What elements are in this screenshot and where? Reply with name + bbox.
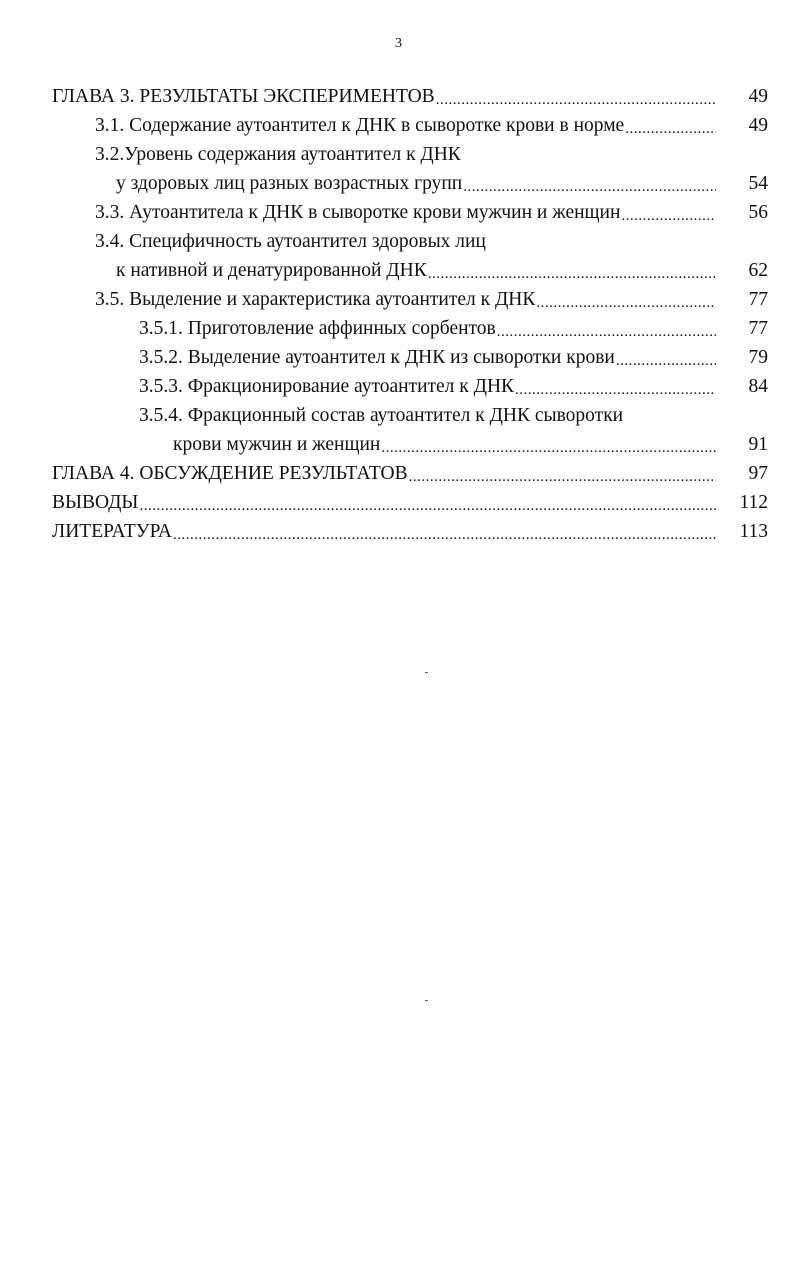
toc-entry-title: ВЫВОДЫ: [52, 492, 139, 513]
toc-entry-title: 3.1. Содержание аутоантител к ДНК в сыворотке крови в норме: [95, 115, 625, 136]
toc-entry-title: у здоровых лиц разных возрастных групп: [116, 173, 463, 194]
toc-dot-leader: [536, 285, 716, 314]
toc-entry-page: 56: [748, 202, 768, 223]
toc-entry-page: 113: [739, 521, 768, 542]
toc-entry: [52, 517, 768, 546]
toc-dot-leader: [497, 314, 716, 343]
toc-dot-leader: [463, 169, 716, 198]
toc-entry-title: крови мужчин и женщин: [173, 434, 381, 455]
scan-speck: [425, 672, 428, 673]
toc-entry: [52, 488, 768, 517]
toc-entry: [52, 169, 768, 198]
toc-entry: [52, 140, 768, 169]
toc-entry-page: 112: [739, 492, 768, 513]
toc-entry: [52, 401, 768, 430]
table-of-contents: [52, 82, 768, 546]
toc-entry-title: ГЛАВА 4. ОБСУЖДЕНИЕ РЕЗУЛЬТАТОВ: [52, 463, 408, 484]
toc-entry-title: 3.5.1. Приготовление аффинных сорбентов: [139, 318, 496, 339]
toc-entry: [52, 227, 768, 256]
toc-entry-page: 84: [748, 376, 768, 397]
toc-entry: [52, 256, 768, 285]
toc-entry-title: 3.5.4. Фракционный состав аутоантител к ДНК сыворотки: [139, 405, 624, 426]
toc-entry-title: ГЛАВА 3. РЕЗУЛЬТАТЫ ЭКСПЕРИМЕНТОВ: [52, 86, 435, 107]
toc-entry-page: 97: [748, 463, 768, 484]
toc-entry-page: 79: [748, 347, 768, 368]
toc-dot-leader: [409, 459, 716, 488]
toc-entry: [52, 82, 768, 111]
toc-entry-title: к нативной и денатурированной ДНК: [116, 260, 427, 281]
toc-entry: [52, 459, 768, 488]
toc-entry-title: ЛИТЕРАТУРА: [52, 521, 172, 542]
toc-entry: [52, 430, 768, 459]
toc-dot-leader: [381, 430, 716, 459]
toc-entry-page: 49: [748, 115, 768, 136]
toc-entry-page: 91: [748, 434, 768, 455]
toc-dot-leader: [621, 198, 716, 227]
toc-entry-page: 62: [748, 260, 768, 281]
toc-dot-leader: [139, 488, 716, 517]
toc-entry: [52, 198, 768, 227]
toc-entry: [52, 372, 768, 401]
toc-entry-page: 77: [748, 318, 768, 339]
toc-entry-title: 3.3. Аутоантитела к ДНК в сыворотке крови мужчин и женщин: [95, 202, 621, 223]
toc-entry-page: 77: [748, 289, 768, 310]
toc-entry-page: 49: [748, 86, 768, 107]
toc-dot-leader: [625, 111, 716, 140]
toc-entry: [52, 285, 768, 314]
toc-dot-leader: [173, 517, 716, 546]
toc-entry-title: 3.5. Выделение и характеристика аутоантител к ДНК: [95, 289, 536, 310]
toc-entry: [52, 314, 768, 343]
toc-entry-title: 3.4. Специфичность аутоантител здоровых лиц: [95, 231, 486, 252]
toc-dot-leader: [428, 256, 716, 285]
toc-dot-leader: [436, 82, 716, 111]
toc-entry-title: 3.2.Уровень содержания аутоантител к ДНК: [95, 144, 461, 165]
toc-dot-leader: [515, 372, 716, 401]
toc-entry: [52, 343, 768, 372]
toc-entry-title: 3.5.3. Фракционирование аутоантител к ДНК: [139, 376, 515, 397]
toc-entry-page: 54: [748, 173, 768, 194]
toc-entry: [52, 111, 768, 140]
toc-dot-leader: [616, 343, 716, 372]
page-number: 3: [395, 36, 402, 51]
toc-entry-title: 3.5.2. Выделение аутоантител к ДНК из сыворотки крови: [139, 347, 615, 368]
scan-speck: [425, 1000, 428, 1001]
